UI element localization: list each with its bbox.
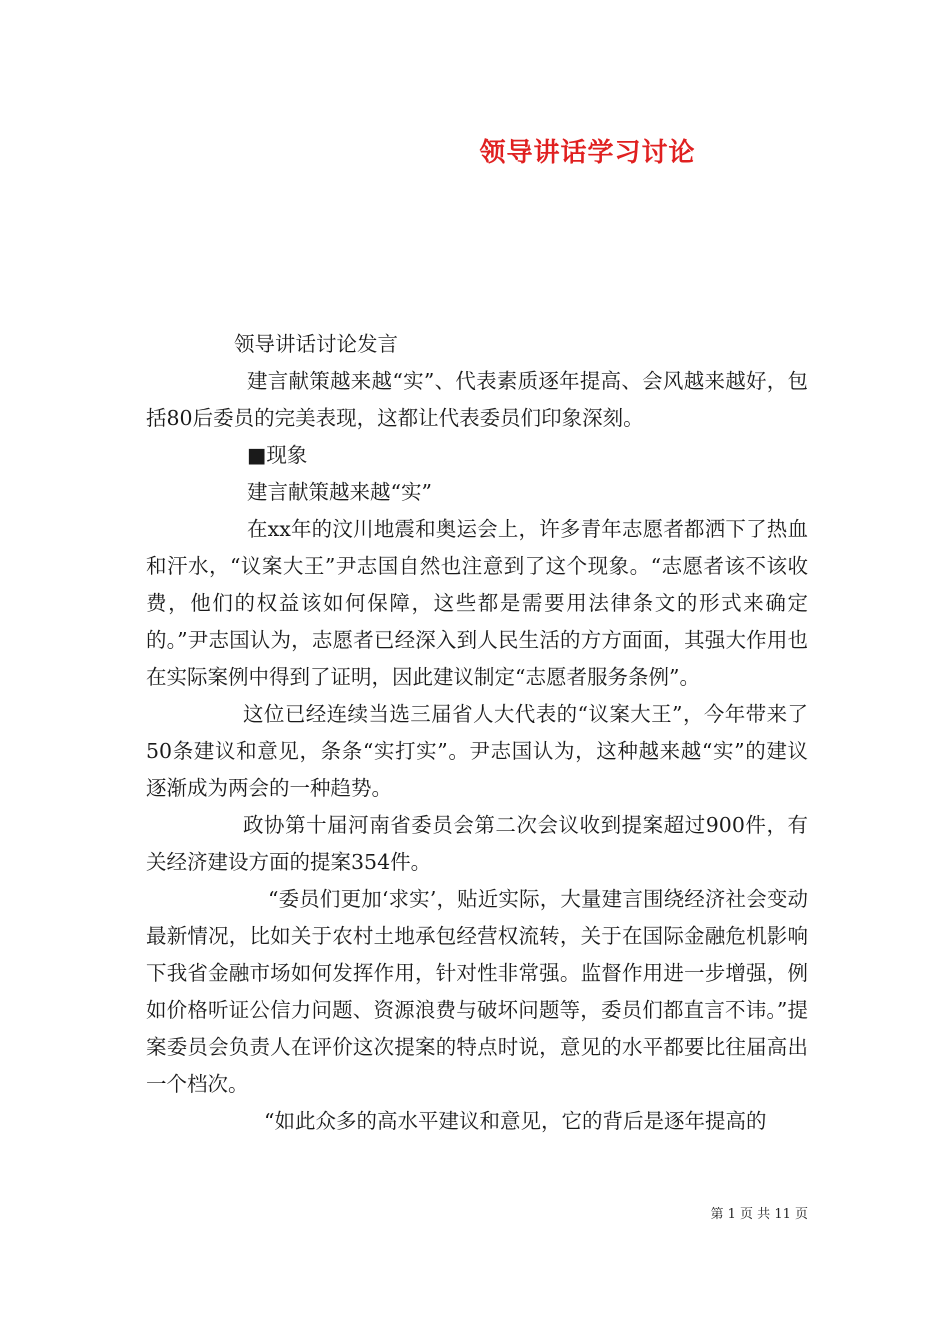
section-marker: ■现象 bbox=[247, 443, 308, 467]
document-body bbox=[146, 326, 808, 1140]
paragraph: 政协第十届河南省委员会第二次会议收到提案超过900件，有关经济建设方面的提案354件。 bbox=[146, 813, 808, 874]
paragraph: 建言献策越来越“实”、代表素质逐年提高、会风越来越好，包括80后委员的完美表现，这都让代表委员们印象深刻。 bbox=[146, 369, 808, 430]
page-number-footer: 第 1 页 共 11 页 bbox=[710, 1207, 808, 1222]
paragraph: 这位已经连续当选三届省人大代表的“议案大王”，今年带来了50条建议和意见，条条“实打实”。尹志国认为，这种越来越“实”的建议逐渐成为两会的一种趋势。 bbox=[146, 702, 808, 800]
paragraph: “委员们更加‘求实’，贴近实际，大量建言围绕经济社会变动最新情况，比如关于农村土地承包经营权流转，关于在国际金融危机影响下我省金融市场如何发挥作用，针对性非常强。监督作用进一步增强，例如价格听证公信力问题、资源浪费与破坏问题等，委员们都直言不讳。”提案委员会负责人在评价这次提案的特点时说，意见的水平都要比往届高出一个档次。 bbox=[146, 887, 808, 1096]
paragraph-heading: 领导讲话讨论发言 bbox=[234, 332, 398, 356]
document-title: 领导讲话学习讨论 bbox=[479, 138, 696, 168]
paragraph: “如此众多的高水平建议和意见，它的背后是逐年提高的 bbox=[264, 1109, 767, 1133]
paragraph: 在xx年的汶川地震和奥运会上，许多青年志愿者都洒下了热血和汗水，“议案大王”尹志国自然也注意到了这个现象。“志愿者该不该收费，他们的权益该如何保障，这些都是需要用法律条文的形式来确定的。”尹志国认为，志愿者已经深入到人民生活的方方面面，其强大作用也在实际案例中得到了证明，因此建议制定“志愿者服务条例”。 bbox=[146, 517, 808, 689]
section-subheading: 建言献策越来越“实” bbox=[247, 480, 432, 504]
